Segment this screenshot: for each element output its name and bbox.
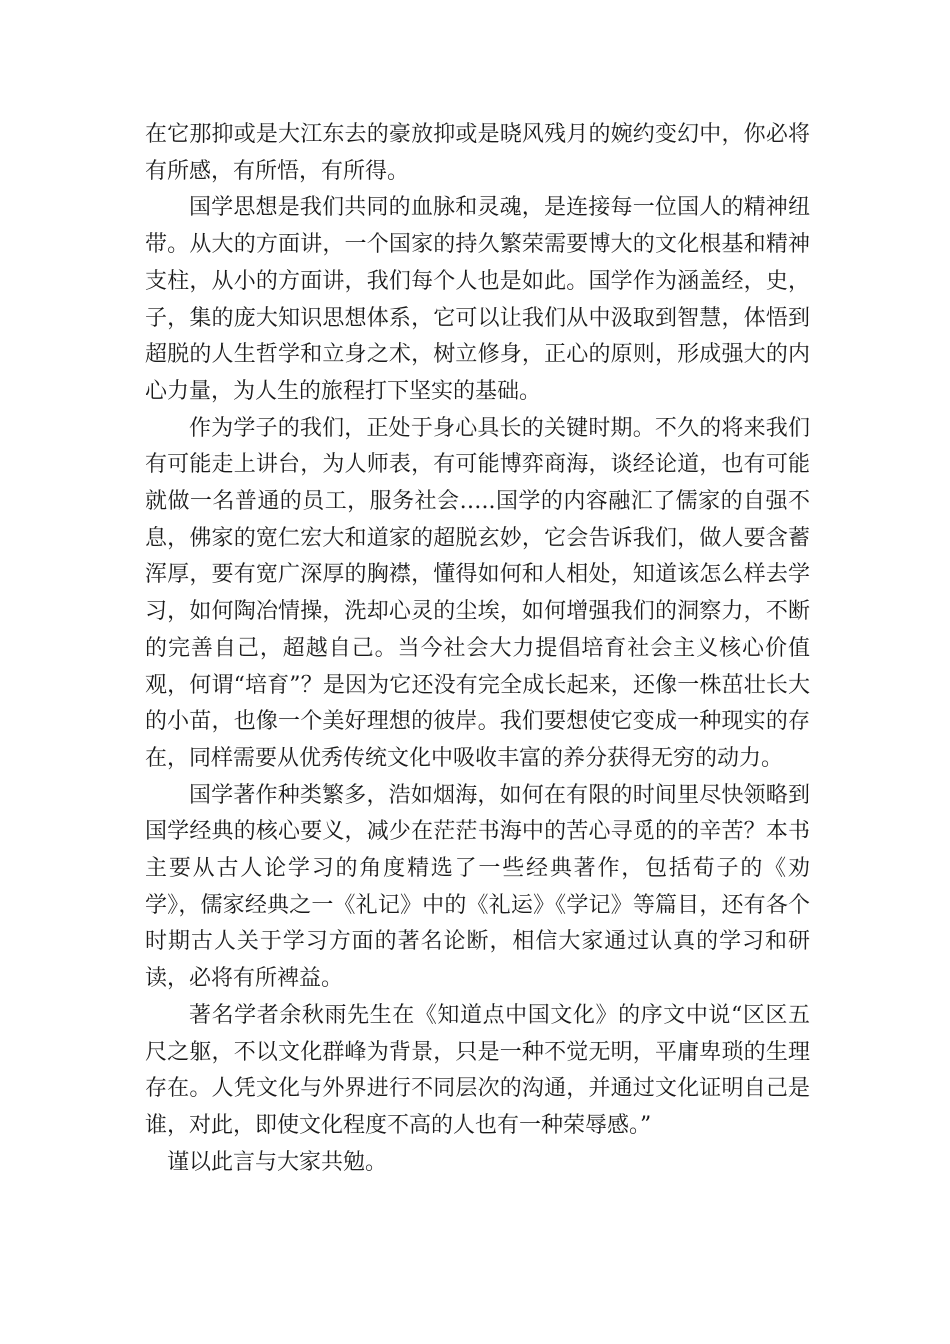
paragraph-book-intro: 国学著作种类繁多，浩如烟海，如何在有限的时间里尽快领略到国学经典的核心要义，减少在茫茫书海中的苦心寻觅的的辛苦？本书主要从古人论学习的角度精选了一些经典著作，包括荀子的《劝学》，儒家经典之一《礼记》中的《礼运》《学记》等篇目，还有各个时期古人关于学习方面的著名论断，相信大家通过认真的学习和研读，必将有所裨益。 [145,782,810,992]
paragraph-quote: 著名学者余秋雨先生在《知道点中国文化》的序文中说“区区五尺之躯，不以文化群峰为背景，只是一种不觉无明，平庸卑琐的生理存在。人凭文化与外界进行不同层次的沟通，并通过文化证明自己是谁，对此，即使文化程度不高的人也有一种荣辱感。” [145,1002,810,1138]
paragraph-closing: 谨以此言与大家共勉。 [167,1149,388,1175]
paragraph-continuation: 在它那抑或是大江东去的豪放抑或是晓风残月的婉约变幻中，你必将有所感，有所悟，有所得。 [145,122,810,184]
paragraph-guoxue-thought: 国学思想是我们共同的血脉和灵魂，是连接每一位国人的精神纽带。从大的方面讲，一个国家的持久繁荣需要博大的文化根基和精神支柱，从小的方面讲，我们每个人也是如此。国学作为涵盖经，史，子，集的庞大知识思想体系，它可以让我们从中汲取到智慧，体悟到超脱的人生哲学和立身之术，树立修身，正心的原则，形成强大的内心力量，为人生的旅程打下坚实的基础。 [145,195,810,404]
document-body [145,117,810,1181]
paragraph-students: 作为学子的我们，正处于身心具长的关键时期。不久的将来我们有可能走上讲台，为人师表，有可能博弈商海，谈经论道，也有可能就做一名普通的员工，服务社会…..国学的内容融汇了儒家的自强不息，佛家的宽仁宏大和道家的超脱玄妙，它会告诉我们，做人要含蓄浑厚，要有宽广深厚的胸襟，懂得如何和人相处，知道该怎么样去学习，如何陶冶情操，洗却心灵的尘埃，如何增强我们的洞察力，不断的完善自己，超越自己。当今社会大力提倡培育社会主义核心价值观，何谓“培育”？是因为它还没有完全成长起来，还像一株茁壮长大的小苗，也像一个美好理想的彼岸。我们要想使它变成一种现实的存在，同样需要从优秀传统文化中吸收丰富的养分获得无穷的动力。 [145,415,810,771]
